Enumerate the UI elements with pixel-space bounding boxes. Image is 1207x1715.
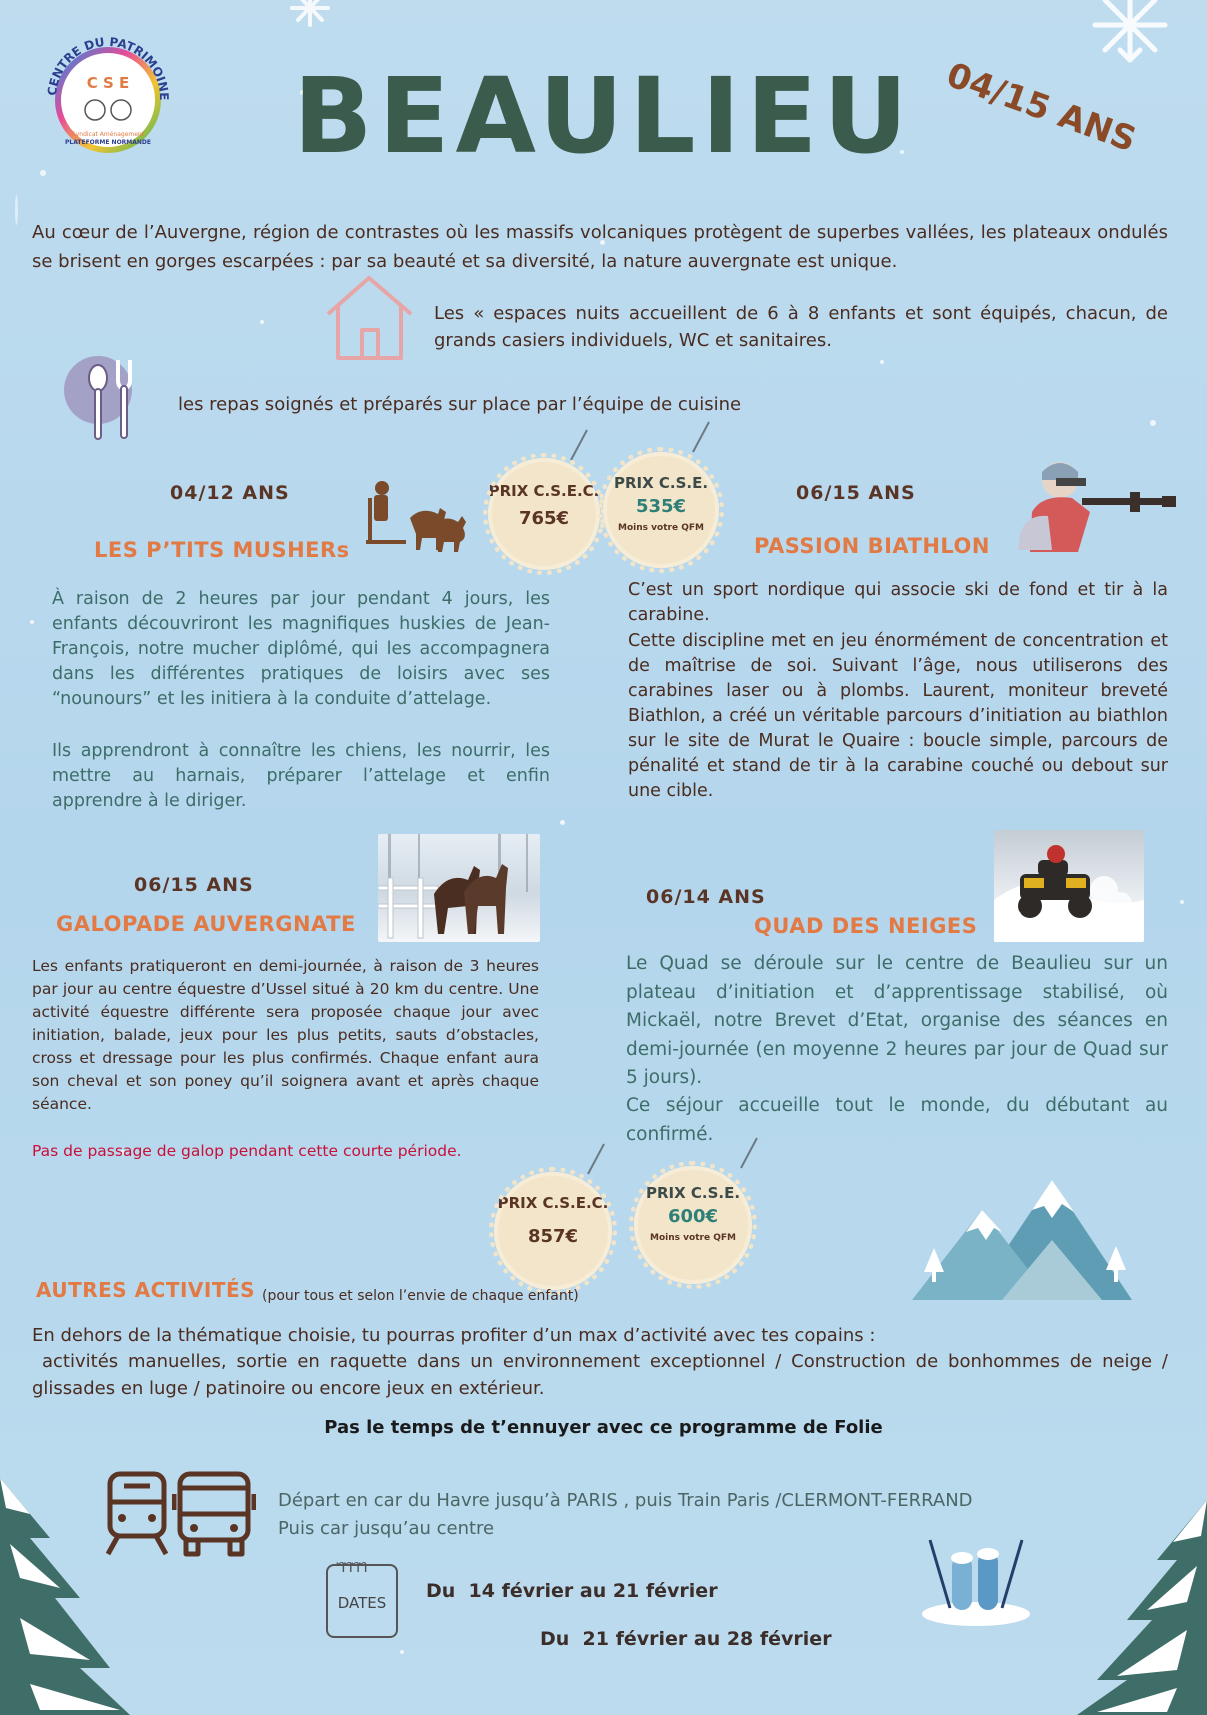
snowy-tree-icon: [0, 1448, 140, 1715]
horses-photo: [378, 834, 540, 942]
tagline: Pas le temps de t’ennuyer avec ce programme de Folie: [324, 1417, 883, 1438]
date-session-1: Du 14 février au 21 février: [426, 1580, 718, 1602]
price-cse-top: [603, 452, 719, 568]
mountains-icon: [912, 1150, 1152, 1300]
galopade-warning: Pas de passage de galop pendant cette courte période.: [32, 1142, 462, 1160]
other-title: AUTRES ACTIVITÉS: [36, 1278, 256, 1302]
travel-line-2: Puis car jusqu’au centre: [278, 1518, 495, 1539]
quad-photo: [994, 830, 1144, 942]
price-label: PRIX C.S.E.: [613, 474, 709, 492]
biathlon-text-2: Cette discipline met en jeu énormément de concentration et de maîtrise de soi. Suivant l’âge, nous utiliserons des carabines laser ou à plombs. Laurent, moniteur breveté Biathlon, a créé un véritable parcours d’initiation au biathlon sur le site de Murat le Quaire : boucle simple, parcours de pénalité et stand de tir à la carabine couché ou debout sur une cible.: [628, 631, 1168, 801]
mushers-title: LES P’TITS MUSHERs: [94, 538, 350, 562]
other-subtitle: (pour tous et selon l’envie de chaque enfant): [262, 1288, 579, 1304]
dates-icon-label: DATES: [337, 1594, 387, 1612]
price-csec-top: [488, 458, 600, 570]
price-cse-bottom: [634, 1166, 752, 1284]
age-range-badge: 04/15 ANS: [941, 55, 1142, 161]
lodging-text: Les « espaces nuits accueillent de 6 à 8 enfants et sont équipés, chacun, de grands casiers individuels, WC et sanitaires.: [434, 303, 1168, 351]
intro-paragraph: Au cœur de l’Auvergne, région de contrastes où les massifs volcaniques protègent de superbes vallées, les plateaux ondulés se brisent en gorges escarpées : par sa beauté et sa diversité, la nature auvergnate est unique.: [32, 222, 1168, 272]
biathlon-age: 06/15 ANS: [796, 482, 916, 504]
mushers-text-2: Ils apprendront à connaître les chiens, les nourrir, les mettre au harnais, préparer l’attelage et enfin apprendre à le diriger.: [52, 741, 550, 811]
price-amount: 600€: [667, 1206, 719, 1227]
quad-title: QUAD DES NEIGES: [754, 914, 978, 938]
meals-text: les repas soignés et préparés sur place par l’équipe de cuisine: [178, 394, 742, 415]
price-note: Moins votre QFM: [618, 523, 704, 533]
snowy-tree-icon: [1067, 1480, 1207, 1715]
biathlon-text-1: C’est un sport nordique qui associe ski de fond et tir à la carabine.: [628, 580, 1168, 625]
quad-text-2: Ce séjour accueille tout le monde, du débutant au confirmé.: [626, 1095, 1168, 1145]
galopade-text: Les enfants pratiqueront en demi-journée, à raison de 3 heures par jour au centre équestre d’Ussel situé à 20 km du centre. Une activité équestre différente sera proposée chaque jour avec initiation, balade, jeux pour les plus petits, sauts d’obstacles, cross et dressage pour les plus confirmés. Chaque enfant aura son cheval et son poney qu’il soignera avant et après chaque séance.: [32, 957, 539, 1113]
other-text-1: En dehors de la thématique choisie, tu pourras profiter d’un max d’activité avec tes copains :: [32, 1325, 876, 1346]
skis-icon: [916, 1536, 1036, 1626]
quad-text-1: Le Quad se déroule sur le centre de Beaulieu sur un plateau d’initiation et d’apprentissage stabilisé, où Mickaël, notre Brevet d’Etat, organise des séances en demi-journée (en moyenne 2 heures par jour de Quad sur 5 jours).: [626, 953, 1168, 1088]
quad-age: 06/14 ANS: [646, 886, 766, 908]
cutlery-icon: [60, 352, 150, 444]
date-session-2: Du 21 février au 28 février: [540, 1628, 832, 1650]
other-text-2: activités manuelles, sortie en raquette dans un environnement exceptionnel / Construction de bonhommes de neige / glissades en luge / patinoire ou encore jeux en extérieur.: [32, 1351, 1168, 1399]
price-csec-bottom: [494, 1172, 612, 1290]
mushers-text-1: À raison de 2 heures par jour pendant 4 jours, les enfants découvriront les magnifiques huskies de Jean-François, notre mucher diplômé, qui les accompagnera dans les différentes pratiques de loisirs avec ses “nounours” et les initiera à la conduite d’attelage.: [52, 589, 550, 709]
snowflake-icon: [270, 0, 350, 30]
galopade-title: GALOPADE AUVERGNATE: [56, 912, 356, 936]
bus-icon: [172, 1470, 256, 1560]
house-icon: [322, 270, 417, 365]
logo-letters: C S E: [86, 74, 130, 92]
dog-sled-icon: [360, 478, 468, 554]
price-note: Moins votre QFM: [650, 1233, 736, 1243]
logo-sub2: PLATEFORME NORMANDE: [64, 139, 152, 146]
price-amount: 535€: [635, 496, 687, 517]
page-title: BEAULIEU: [293, 55, 914, 177]
price-label: PRIX C.S.E.C.: [497, 1194, 609, 1212]
biathlete-icon: [1012, 452, 1177, 560]
logo-sub1: Syndicat Aménagement: [71, 131, 145, 138]
price-label: PRIX C.S.E.C.: [488, 482, 600, 500]
travel-line-1: Départ en car du Havre jusqu’à PARIS , puis Train Paris /CLERMONT-FERRAND: [278, 1490, 973, 1511]
biathlon-title: PASSION BIATHLON: [754, 534, 990, 558]
galopade-age: 06/15 ANS: [134, 874, 254, 896]
mushers-age: 04/12 ANS: [170, 482, 290, 504]
price-amount: 857€: [527, 1226, 579, 1247]
dates-calendar-icon: ᥐᥐᥐᥐ DATES: [326, 1564, 398, 1638]
price-label: PRIX C.S.E.: [645, 1184, 741, 1202]
logo-arc-text: CENTRE DU PATRIMOINE: [44, 34, 172, 101]
price-amount: 765€: [518, 508, 570, 529]
